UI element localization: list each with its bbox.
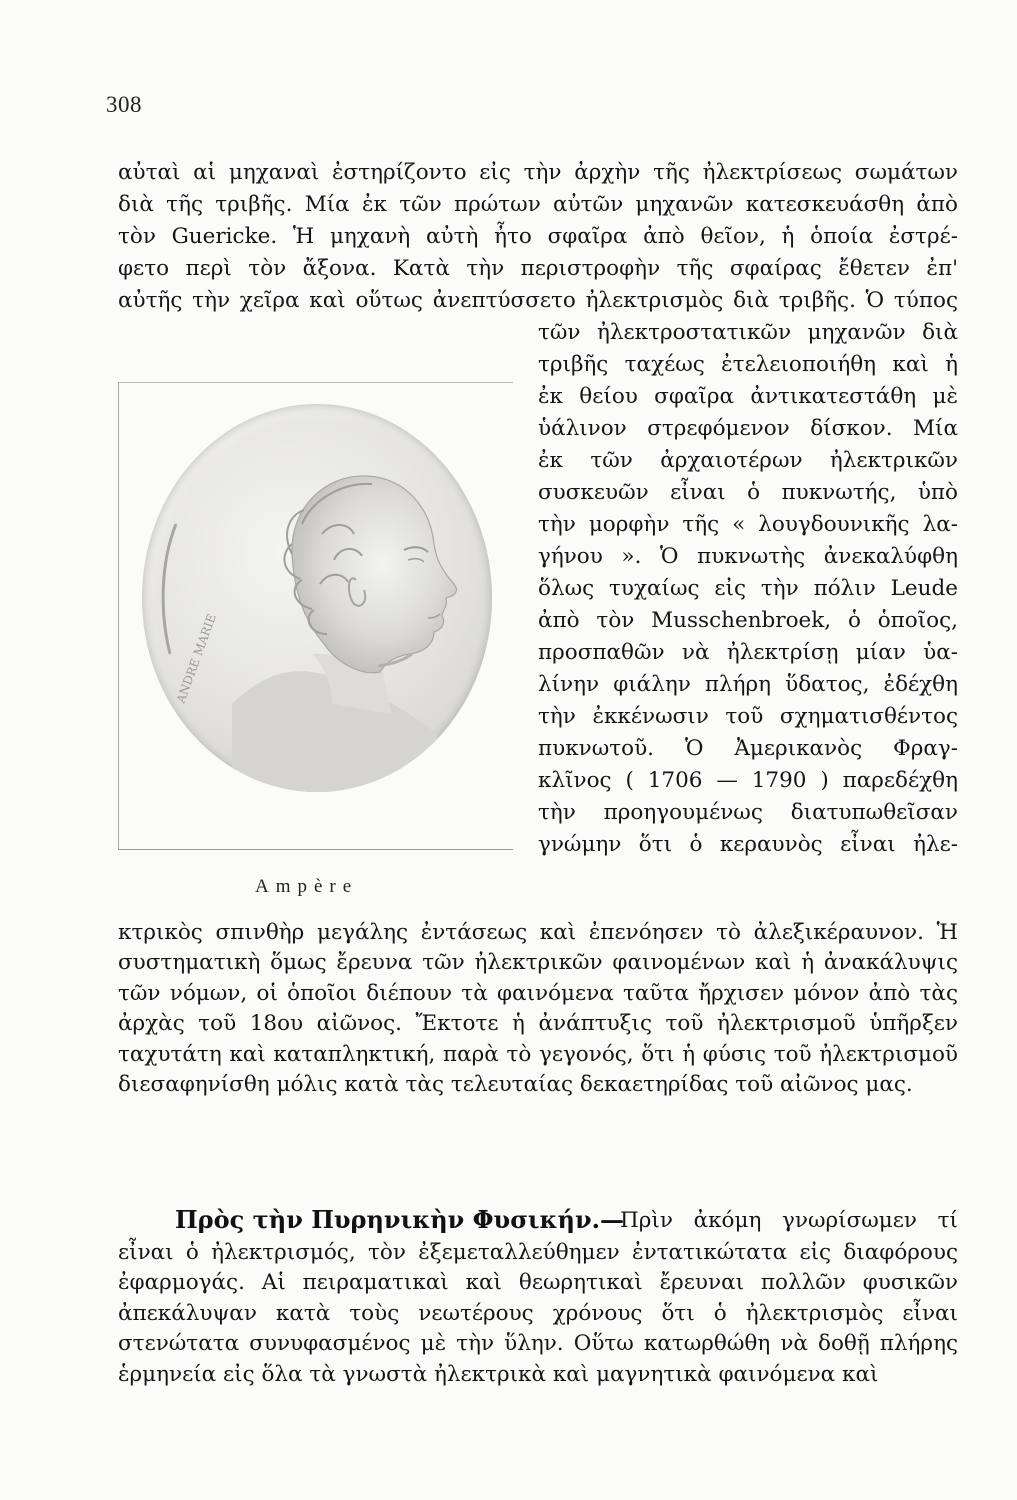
paragraph-line-4: φετο περὶ τὸν ἄξονα. Κατὰ τὴν περιστροφὴν τῆς σφαίρας ἔθετεν ἐπ'	[118, 256, 958, 281]
wrapped-line: γήνου ». Ὁ πυκνωτὴς ἀνεκαλύφθη	[538, 544, 958, 569]
wrapped-line: ὅλως τυχαίως εἰς τὴν πόλιν Leude	[538, 576, 958, 601]
wrapped-line: τὴν προηγουμένως διατυπωθεῖσαν	[538, 800, 958, 825]
paragraph-line-2: διὰ τῆς τριβῆς. Μία ἐκ τῶν πρώτων αὐτῶν μηχανῶν κατεσκευάσθη ἀπὸ	[118, 192, 958, 217]
wrapped-line: ἐκ τῶν ἀρχαιοτέρων ἠλεκτρικῶν	[538, 448, 958, 473]
wrapped-line: ἐκ θείου σφαῖρα ἀντικατεστάθη μὲ	[538, 384, 958, 409]
figure-caption: Ampère	[255, 876, 359, 897]
ampere-medallion	[142, 404, 492, 792]
wrapped-line: κλῖνος ( 1706 — 1790 ) παρεδέχθη	[538, 768, 958, 793]
section-first-line-rest: Πρὶν ἀκόμη γνωρίσωμεν τί	[620, 1208, 958, 1233]
ampere-profile-illustration	[142, 404, 492, 792]
wrapped-line: ὑάλινον στρεφόμενον δίσκον. Μία	[538, 416, 958, 441]
wrapped-line: τὴν ἐκκένωσιν τοῦ σχηματισθέντος	[538, 704, 958, 729]
wrapped-line: ἀπὸ τὸν Musschenbroek, ὁ ὁποῖος,	[538, 608, 958, 633]
paragraph-line-1: αὐταὶ αἱ μηχαναὶ ἐστηρίζοντο εἰς τὴν ἀρχὴν τῆς ἠλεκτρίσεως σωμάτων	[118, 160, 958, 185]
page-number: 308	[106, 92, 142, 117]
wrapped-line: τριβῆς ταχέως ἐτελειοποιήθη καὶ ἡ	[538, 352, 958, 377]
paragraph-line-5: αὐτῆς τὴν χεῖρα καὶ οὕτως ἀνεπτύσσετο ἠλεκτρισμὸς διὰ τριβῆς. Ὁ τύπος	[118, 288, 958, 313]
svg-text:ANDRE MARIE: ANDRE MARIE	[173, 612, 219, 706]
paragraph-line-3: τὸν Guericke. Ἡ μηχανὴ αὐτὴ ἦτο σφαῖρα ἀπὸ θεῖον, ἡ ὁποία ἐστρέ-	[118, 224, 958, 249]
portrait-figure	[118, 382, 513, 850]
wrapped-line: πυκνωτοῦ. Ὁ Ἀμερικανὸς Φραγ-	[538, 736, 958, 761]
wrapped-line: λίνην φιάλην πλήρη ὕδατος, ἐδέχθη	[538, 672, 958, 697]
wrapped-line: προσπαθῶν νὰ ἠλεκτρίσῃ μίαν ὑα-	[538, 640, 958, 665]
wrapped-line: γνώμην ὅτι ὁ κεραυνὸς εἶναι ἠλε-	[538, 832, 958, 857]
wrapped-line: τῶν ἠλεκτροστατικῶν μηχανῶν διὰ	[538, 320, 958, 345]
wrapped-line: συσκευῶν εἶναι ὁ πυκνωτής, ὑπὸ	[538, 480, 958, 505]
section-body: εἶναι ὁ ἠλεκτρισμός, τὸν ἐξεμεταλλεύθημεν ἐντατικώτατα εἰς διαφόρους ἐφαρμογάς. Αἱ πειραματικαὶ καὶ θεωρητικαὶ ἔρευναι πολλῶν φυσικῶν ἀπεκάλυψαν κατὰ τοὺς νεωτέρους χρόνους ὅτι ὁ ἠλεκτρισμὸς εἶναι στενώτατα συνυφασμένος μὲ τὴν ὕλην. Οὕτω κατωρθώθη νὰ δοθῇ πλήρης ἑρμηνεία εἰς ὅλα τὰ γνωστὰ ἠλεκτρικὰ καὶ μαγνητικὰ φαινόμενα καὶ	[118, 1240, 958, 1387]
wrapped-line: τὴν μορφὴν τῆς « λουγδουνικῆς λα-	[538, 512, 958, 537]
section-heading: Πρὸς τὴν Πυρηνικὴν Φυσικήν.—	[175, 1205, 624, 1234]
paragraph-continuation: κτρικὸς σπινθὴρ μεγάλης ἐντάσεως καὶ ἐπενόησεν τὸ ἀλεξικέραυνον. Ἡ συστηματικὴ ὅμως ἔρευνα τῶν ἠλεκτρικῶν φαινομένων καὶ ἡ ἀνακάλυψις τῶν νόμων, οἱ ὁποῖοι διέπουν τὰ φαινόμενα ταῦτα ἤρχισεν μόνον ἀπὸ τὰς ἀρχὰς τοῦ 18ου αἰῶνος. Ἔκτοτε ἡ ἀνάπτυξις τοῦ ἠλεκτρισμοῦ ὑπῆρξεν ταχυτάτη καὶ καταπληκτική, παρὰ τὸ γεγονός, ὅτι ἡ φύσις τοῦ ἠλεκτρισμοῦ διεσαφηνίσθη μόλις κατὰ τὰς τελευταίας δεκαετηρίδας τοῦ αἰῶνος μας.	[118, 920, 958, 1098]
